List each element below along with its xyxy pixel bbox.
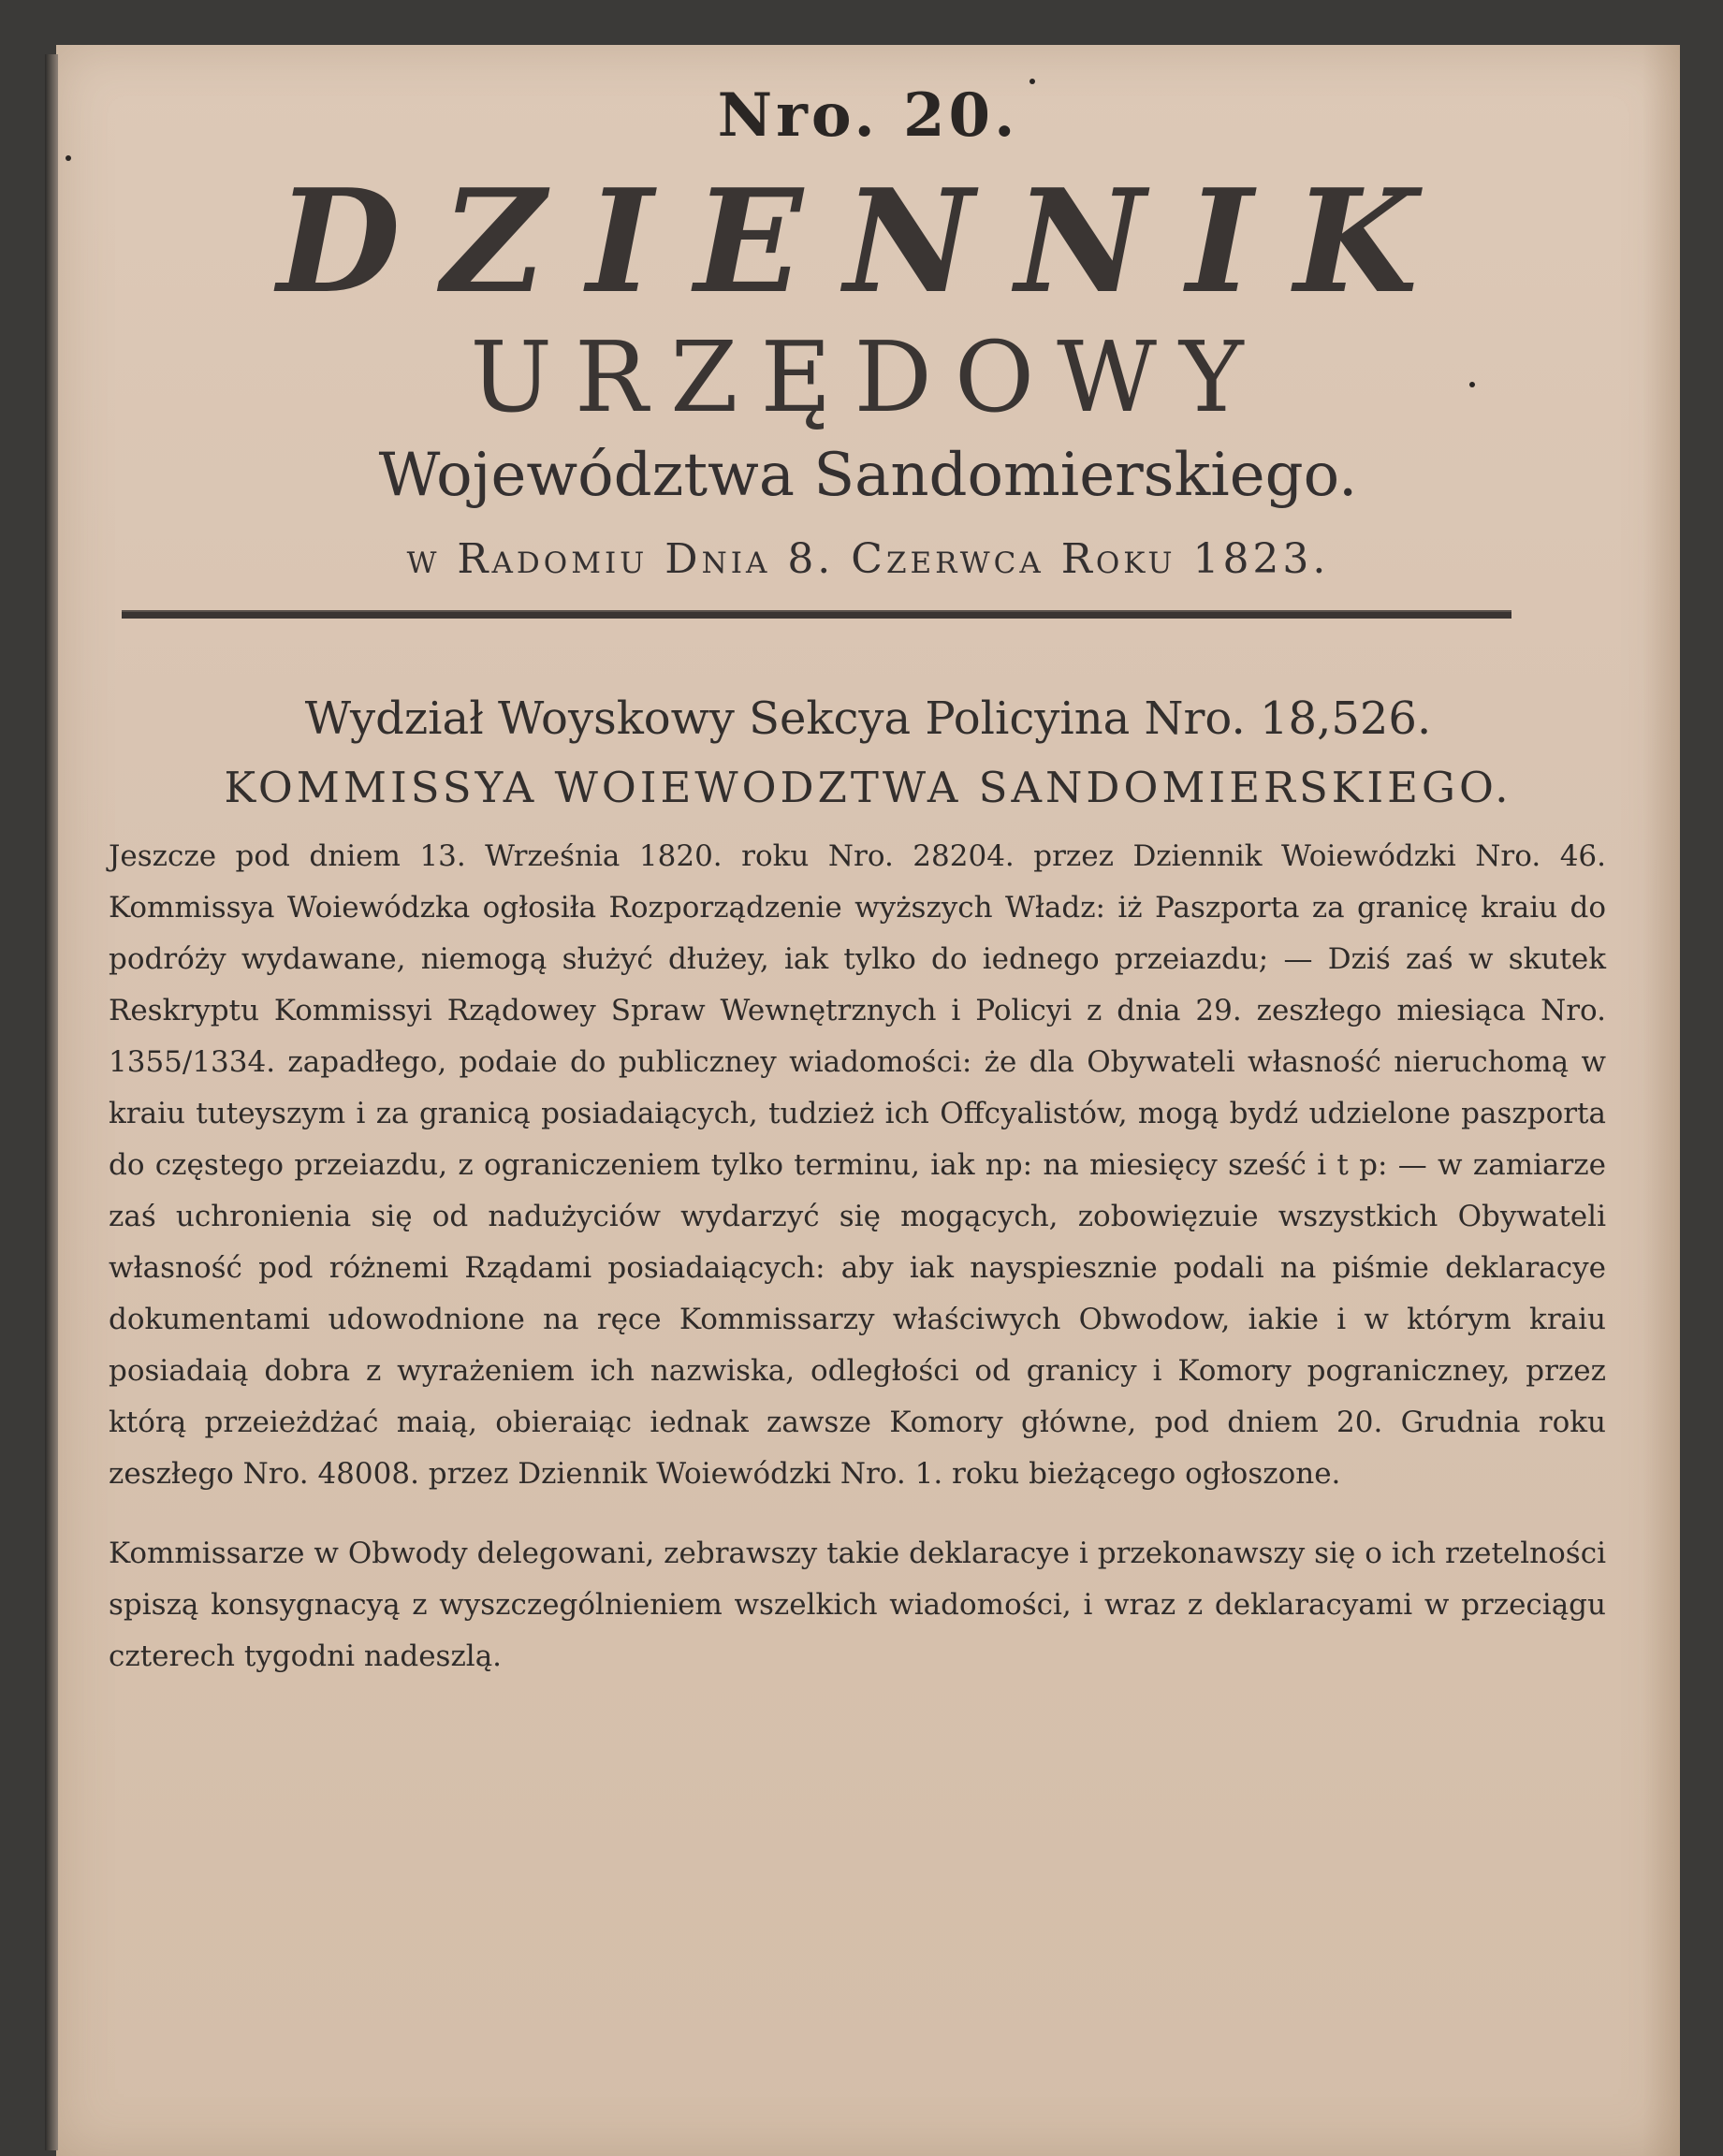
newspaper-page	[56, 45, 1680, 2156]
article-body	[109, 831, 1606, 1683]
article-paragraph: Jeszcze pod dniem 13. Września 1820. roku Nro. 28204. przez Dziennik Woiewódzki Nro. 46. Kommissya Woiewódzka ogłosiła Rozporządzenie wyższych Władz: iż Paszporta za granicę kraiu do podróży wydawane, niemogą służyć dłużey, iak tylko do iednego przeiazdu; — Dziś zaś w skutek Reskryptu Kommissyi Rządowey Spraw Wewnętrznych i Policyi z dnia 29. zeszłego miesiąca Nro. 1355/1334. zapadłego, podaie do publiczney wiadomości: że dla Obywateli własność nieruchomą w kraiu tuteyszym i za granicą posiadaiących, tudzież ich Offcyalistów, mogą bydź udzielone paszporta do częstego przeiazdu, z ograniczeniem tylko terminu, iak np: na miesięcy sześć i t p: — w zamiarze zaś uchronienia się od nadużyciów wydarzyć się mogących, zobowięzuie wszystkich Obywateli własność pod różnemi Rządami posiadaiących: aby iak nayspiesznie podali na piśmie deklaracye dokumentami udowodnione na ręce Kommissarzy właściwych Obwodow, iakie i w którym kraiu posiadaią dobra z wyrażeniem ich nazwiska, odległości od granicy i Komory pograniczney, przez którą przeieżdżać maią, obieraiąc iednak zawsze Komory główne, pod dniem 20. Grudnia roku zeszłego Nro. 48008. przez Dziennik Woiewódzki Nro. 1. roku bieżącego ogłoszone.	[109, 839, 1606, 1491]
masthead-title: DZIENNIK	[277, 157, 1459, 325]
issue-number: Nro. 20.	[717, 80, 1019, 151]
dateline: w Radomiu Dnia 8. Czerwca Roku 1823.	[406, 535, 1330, 583]
masthead-rule	[122, 610, 1511, 619]
print-speck	[1029, 79, 1035, 84]
print-speck	[66, 155, 71, 161]
print-speck	[1469, 382, 1475, 387]
province-line: Województwa Sandomierskiego.	[378, 441, 1358, 510]
commission-heading: KOMMISSYA WOIEWODZTWA SANDOMIERSKIEGO.	[224, 763, 1512, 812]
section-heading: Wydział Woyskowy Sekcya Policyina Nro. 18,526.	[304, 692, 1432, 745]
article-paragraph: Kommissarze w Obwody delegowani, zebrawszy takie deklaracye i przekonawszy się o ich rzetelności spiszą konsygnacyą z wyszczególnieniem wszelkich wiadomości, i wraz z deklaracyami w przeciągu czterech tygodni nadeszlą.	[109, 1537, 1606, 1673]
masthead-subtitle: URZĘDOWY	[470, 320, 1266, 434]
